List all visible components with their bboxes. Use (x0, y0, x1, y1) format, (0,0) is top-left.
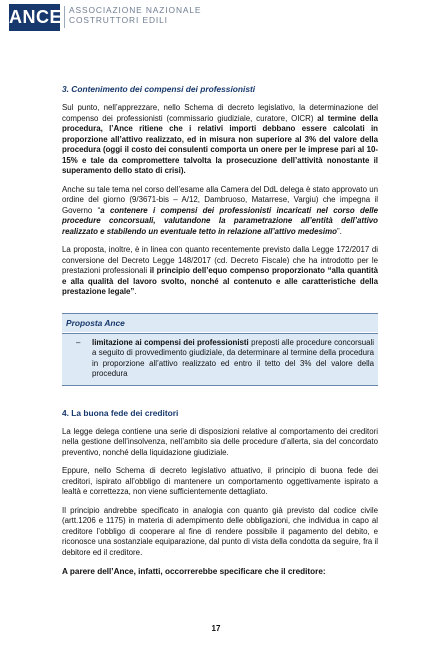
p2-text-c: ”. (336, 226, 342, 236)
dash-bullet: – (76, 337, 81, 347)
section-3-paragraph-1 (62, 103, 378, 177)
document-body (62, 84, 378, 577)
section-4-paragraph-3: Il principio andrebbe specificato in analogia con quanto già previsto dal codice civile (artt.1206 e 1175) in materia di adempimento delle obbligazioni, che individua in capo al creditore l’obbligo di cooperare al fine di rendere possibile il pagamento del debito, e riconosce una sostanziale equiparazione, dal punto di vista della condotta da seguire, fra il debitore ed il creditore. (62, 505, 378, 557)
p3-text-b: il principio dell’equo compenso proporzionato “alla quantità e alla qualità del lavoro svolto, nonché al contenuto e alle caratteristiche della prestazione legale” (62, 266, 378, 296)
association-name (69, 5, 201, 25)
proposta-text-a: limitazione ai compensi dei professionisti (92, 337, 249, 347)
ance-logo: ANCE (9, 4, 60, 31)
proposta-item (66, 338, 374, 380)
section-3-paragraph-2 (62, 185, 378, 238)
proposta-ance-title: Proposta Ance (62, 313, 378, 332)
association-line-2: COSTRUTTORI EDILI (69, 15, 168, 25)
p1-text-b: al termine della procedura, l’Ance ritiene che i relativi importi debbano essere calcolati in proporzione all’attivo realizzato, ed in misura non superiore al 3% del valore della procedura (oggi il costo dei consulenti comporta un onere per le imprese pari al 10-15% e tale da compromettere talvolta la prosecuzione dell’attività nonostante il superamento dello stato di crisi). (62, 113, 379, 175)
association-line-1: ASSOCIAZIONE NAZIONALE (69, 5, 202, 15)
proposta-text-b: preposti alle procedure concorsuali a seguito di provvedimento giudiziale, da determinare al termine della procedura in proporzione all’attivo realizzato ed entro il tetto del 3% del valore della procedura (92, 337, 374, 378)
section-4-title: 4. La buona fede dei creditori (62, 407, 179, 418)
section-4-paragraph-2: Eppure, nello Schema di decreto legislativo attuativo, il principio di buona fede dei creditori, ispirato all’obbligo di mantenere un comportamento oggettivamente ispirato a lealtà e correttezza, non viene sufficientemente dettagliato. (62, 466, 378, 496)
section-4-paragraph-4: A parere dell’Ance, infatti, occorrerebbe specificare che il creditore: (62, 567, 326, 576)
p2-text-a: Anche su tale tema nel corso dell’esame alla Camera del DdL delega è stato approvato un ordine del giorno (9/3671-bis – A/12, Dambruoso, Matarrese, Vargiu) che impegna il Governo “ (62, 184, 378, 215)
p3-text-a: La proposta, inoltre, è in linea con quanto recentemente previsto dalla Legge 172/2017 di conversione del Decreto Legge 148/2017 (cd. Decreto Fiscale) che ha introdotto per le prestazioni professionali (62, 245, 378, 275)
logo-divider (64, 6, 65, 28)
proposta-item-text (92, 338, 374, 380)
section-4-paragraph-1: La legge delega contiene una serie di disposizioni relative al comportamento dei creditori nella gestione dell’insolvenza, nell’ambito sia delle procedure d’allerta, sia del concordato preventivo, nonché della liquidazione giudiziale. (62, 426, 378, 457)
proposta-ance-box (62, 333, 378, 386)
p3-text-c: . (134, 287, 137, 296)
section-3-paragraph-3 (62, 245, 378, 298)
p1-text-a: Sul punto, nell’apprezzare, nello Schema di decreto legislativo, la determinazione del compenso dei professionisti (commissario giudiziale, curatore, OICR) (62, 103, 378, 123)
section-3-title: 3. Contenimento dei compensi dei professionisti (62, 84, 256, 94)
page-number: 17 (211, 624, 221, 633)
p2-text-b: a contenere i compensi dei professionisti incaricati nel corso delle procedure concorsuali, valutandone la parametrazione all’entità dell’attivo realizzato e stabilendo un eventuale tetto in relazione all’attivo medesimo (62, 205, 378, 236)
